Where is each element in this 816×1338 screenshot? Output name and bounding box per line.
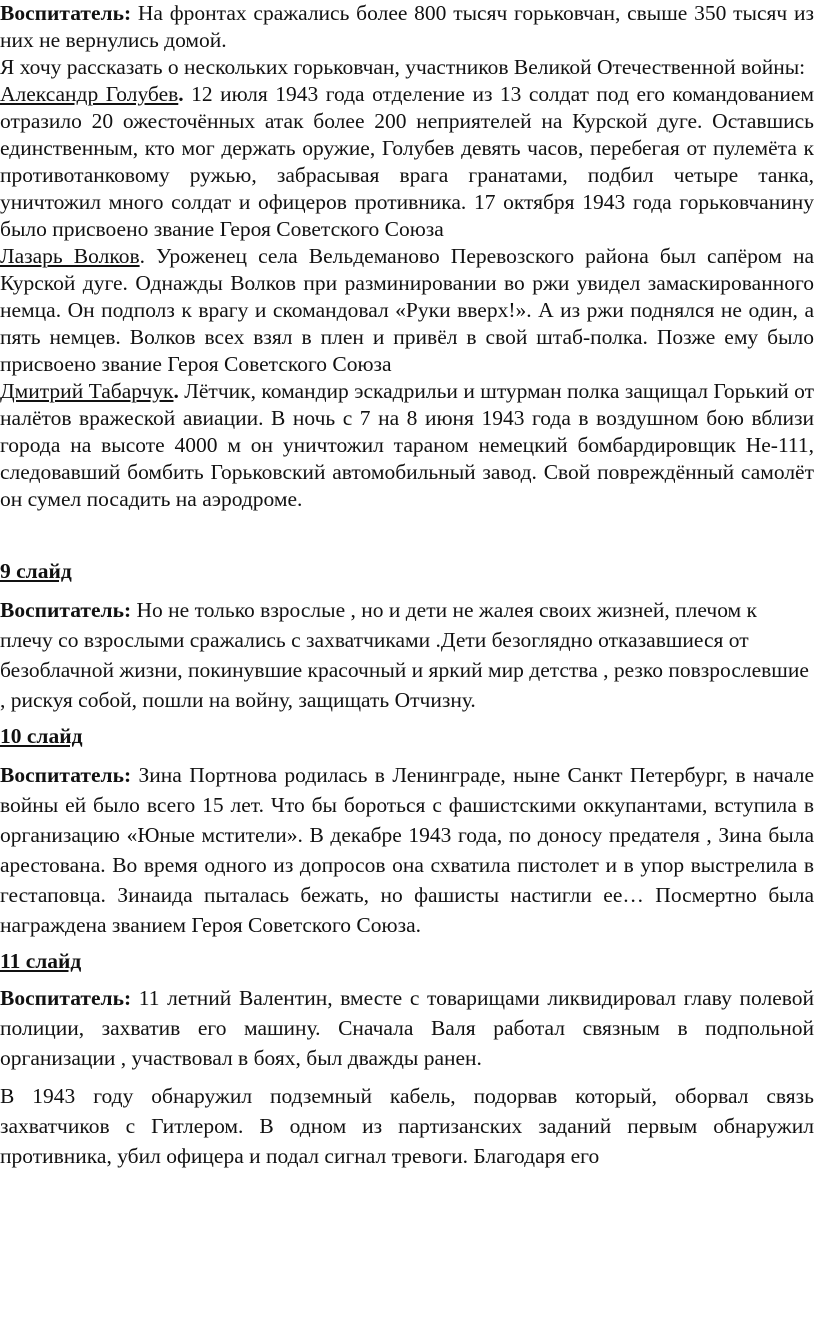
paragraph-text: Лётчик, командир эскадрильи и штурман полка защищал Горький от налётов вражеской авиации. В ночь с 7 на 8 июня 1943 года в воздушном бою вблизи города на высоте 4000 м он уничтожил тараном немецкий бомбардировщик Не-111, следовавший бомбить Горьковский автомобильный завод. Свой повреждённый самолёт он сумел посадить на аэродроме.: [0, 379, 814, 511]
paragraph-text: В 1943 году обнаружил подземный кабель, подорвав который, оборвал связь захватчиков с Гитлером. В одном из партизанских заданий первым обнаружил противника, убил офицера и подал сигнал тревоги. Благодаря его: [0, 1084, 814, 1168]
paragraph-slide-9: [0, 595, 814, 715]
paragraph-slide-11: [0, 983, 814, 1073]
paragraph-tabarchuk: [0, 378, 814, 513]
paragraph-golubev: [0, 81, 814, 243]
spacer: [0, 1073, 814, 1081]
paragraph-text: . Уроженец села Вельдеманово Перевозского района был сапёром на Курской дуге. Однажды Волков при разминировании во ржи увидел замаскированного немца. Он подполз к врагу и скомандовал «Руки вверх!». А из ржи поднялся не один, а пять немцев. Волков всех взял в плен и привёл в свой штаб-полка. Позже ему было присвоено звание Героя Советского Союза: [0, 244, 814, 376]
paragraph-slide-10: [0, 760, 814, 940]
speaker-label: Воспитатель:: [0, 763, 132, 787]
speaker-label: Воспитатель:: [0, 598, 132, 622]
slide-heading-11: 11 слайд: [0, 949, 82, 973]
paragraph-text: 12 июля 1943 года отделение из 13 солдат под его командованием отразило 20 ожесточённых атак более 200 неприятелей на Курской дуге. Оставшись единственным, кто мог держать оружие, Голубев девять часов, перебегая от пулемёта к противотанковому ружью, забрасывая врага гранатами, подбил четыре танка, уничтожил много солдат и офицеров противника. 17 октября 1943 года горьковчанину было присвоено звание Героя Советского Союза: [0, 82, 814, 241]
spacer: [0, 940, 814, 948]
slide-heading-9: 9 слайд: [0, 559, 72, 583]
paragraph-slide-11-cont: [0, 1081, 814, 1171]
paragraph-text: 11 летний Валентин, вместе с товарищами ликвидировал главу полевой полиции, захватив его машину. Сначала Валя работал связным в подпольной организации , участвовал в боях, был дважды ранен.: [0, 986, 814, 1070]
name-dot: .: [178, 82, 184, 106]
paragraph-intro: [0, 0, 814, 54]
spacer: [0, 715, 814, 723]
spacer: [0, 975, 814, 983]
speaker-label: Воспитатель:: [0, 1, 132, 25]
slide-heading-10: 10 слайд: [0, 724, 83, 748]
spacer: [0, 585, 814, 595]
paragraph-text: Но не только взрослые , но и дети не жалея своих жизней, плечом к плечу со взрослыми сражались с захватчиками .Дети безоглядно отказавшиеся от безоблачной жизни, покинувшие красочный и яркий мир детства , резко повзрослевшие , рискуя собой, пошли на войну, защищать Отчизну.: [0, 598, 809, 712]
spacer: [0, 750, 814, 760]
name-dot: .: [173, 379, 179, 403]
hero-name: Лазарь Волков: [0, 244, 140, 268]
paragraph-intro-2: [0, 54, 814, 81]
paragraph-text: Зина Портнова родилась в Ленинграде, ныне Санкт Петербург, в начале войны ей было всего 15 лет. Что бы бороться с фашистскими оккупантами, вступила в организацию «Юные мстители». В декабре 1943 года, по доносу предателя , Зина была арестована. Во время одного из допросов она схватила пистолет и в упор выстрелила в гестаповца. Зинаида пыталась бежать, но фашисты настигли ее… Посмертно была награждена званием Героя Советского Союза.: [0, 763, 814, 937]
speaker-label: Воспитатель:: [0, 986, 132, 1010]
spacer: [0, 513, 814, 558]
hero-name: Дмитрий Табарчук: [0, 379, 174, 403]
paragraph-text: На фронтах сражались более 800 тысяч горьковчан, свыше 350 тысяч из них не вернулись домой.: [0, 1, 814, 52]
hero-name: Александр Голубев: [0, 82, 179, 106]
paragraph-volkov: [0, 243, 814, 378]
paragraph-text: Я хочу рассказать о нескольких горьковчан, участников Великой Отечественной войны:: [0, 55, 806, 79]
